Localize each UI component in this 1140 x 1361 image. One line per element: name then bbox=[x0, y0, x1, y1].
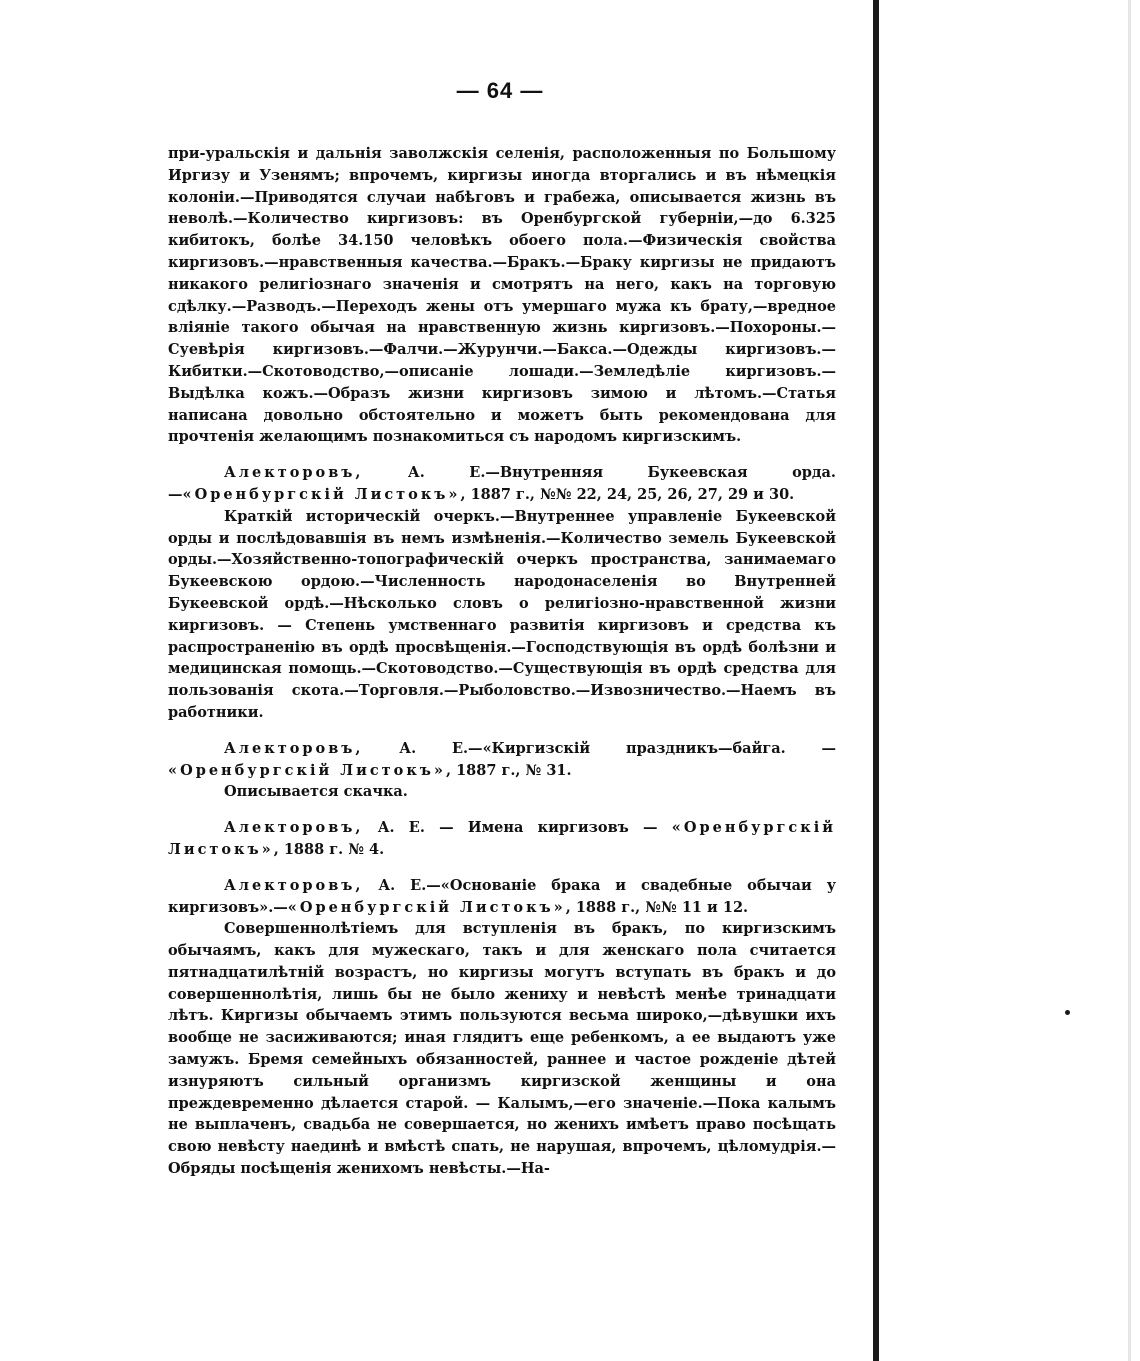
entry-source: «Оренбургскій Листокъ» bbox=[287, 898, 566, 916]
entry-title: «Киргизскій праздникъ—байга. — bbox=[482, 739, 836, 757]
bibliography-entry bbox=[168, 817, 836, 861]
page-number: — 64 — bbox=[456, 78, 544, 103]
entry-heading bbox=[168, 817, 836, 861]
scan-speck bbox=[1065, 1010, 1070, 1015]
entry-source: «Оренбургскій Листокъ» bbox=[168, 761, 446, 779]
entry-issue: , 1887 г., № 31. bbox=[445, 761, 572, 779]
binding-edge-rule bbox=[873, 0, 879, 1361]
entry-title: Имена киргизовъ — bbox=[467, 819, 672, 837]
entry-heading bbox=[168, 875, 836, 919]
entry-author: Алекторовъ, bbox=[224, 739, 364, 757]
entry-issue: , 1888 г., №№ 11 и 12. bbox=[565, 898, 749, 916]
entry-source: «Оренбургскій Листокъ» bbox=[168, 819, 836, 858]
entry-issue: , 1887 г., №№ 22, 24, 25, 26, 27, 29 и 30. bbox=[460, 485, 795, 503]
bibliography-entry bbox=[168, 143, 836, 448]
entry-initials: А. Е. — bbox=[363, 819, 468, 837]
bibliography-entry bbox=[168, 738, 836, 803]
entry-source: «Оренбургскій Листокъ» bbox=[182, 485, 461, 503]
entry-author: Алекторовъ, bbox=[224, 819, 364, 837]
bibliography-text bbox=[168, 143, 836, 1180]
entry-annotation: Совершеннолѣтіемъ для вступленія въ бракъ, по киргизскимъ обычаямъ, какъ для мужескаго, такъ и для женскаго пола считается пятнадцатилѣтній возрастъ, но киргизы могутъ вступать въ бракъ и до совершеннолѣтія, лишь бы не было жениху и невѣстѣ менѣе тринадцати лѣтъ. Киргизы обычаемъ этимъ пользуются весьма широко,—дѣвушки ихъ вообще не засиживаются; иная глядитъ еще ребенкомъ, а ее выдаютъ уже замужъ. Бремя семейныхъ обязанностей, раннее и частое рожденіе дѣтей изнуряютъ сильный организмъ киргизской женщины и она преждевременно дѣлается старой. — Калымъ,—его значеніе.—Пока калымъ не выплаченъ, свадьба не совершается, но женихъ имѣетъ право посѣщать свою невѣсту наединѣ и вмѣстѣ спать, не нарушая, впрочемъ, цѣломудрія.—Обряды посѣщенія женихомъ невѣсты.—На- bbox=[168, 920, 836, 1178]
entry-title: Внутренняя Букеевская орда.— bbox=[168, 464, 836, 503]
entry-annotation: при-уральскія и дальнія заволжскія селенія, расположенныя по Большому Иргизу и Узенямъ; впрочемъ, киргизы иногда вторгались и въ нѣмецкія колоніи.—Приводятся случаи набѣговъ и грабежа, описывается жизнь въ неволѣ.—Количество киргизовъ: въ Оренбургской губерніи,—до 6.325 кибитокъ, болѣе 34.150 человѣкъ обоего пола.—Физическія свойства киргизовъ.—нравственныя качества.—Бракъ.—Браку киргизы не придаютъ никакого религіознаго значенія и смотрятъ на него, какъ на торговую сдѣлку.—Разводъ.—Переходъ жены отъ умершаго мужа къ брату,—вредное вліяніе такого обычая на нравственную жизнь киргизовъ.—Похороны.—Суевѣрія киргизовъ.—Фалчи.—Журунчи.—Бакса.—Одежды киргизовъ.—Кибитки.—Скотоводство,—описаніе лошади.—Земледѣліе киргизовъ.—Выдѣлка кожъ.—Образъ жизни киргизовъ зимою и лѣтомъ.—Статья написана довольно обстоятельно и можетъ быть рекомендована для прочтенія желающимъ познакомиться съ народомъ киргизскимъ. bbox=[168, 145, 836, 446]
entry-heading bbox=[168, 738, 836, 782]
entry-author: Алекторовъ, bbox=[224, 464, 364, 482]
entry-annotation: Краткій историческій очеркъ.—Внутреннее управленіе Букеевской орды и послѣдовавшія въ немъ измѣненія.—Количество земель Букеевской орды.—Хозяйственно-топографическій очеркъ пространства, занимаемаго Букеевскою ордою.—Численность народонаселенія во Внутренней Букеевской ордѣ.—Нѣсколько словъ о религіозно-нравственной жизни киргизовъ. — Степень умственнаго развитія киргизовъ и средства къ распространенію въ ордѣ просвѣщенія.—Господствующія въ ордѣ болѣзни и медицинская помощь.—Скотоводство.—Существующія въ ордѣ средства для пользованія скота.—Торговля.—Рыболовство.—Извозничество.—Наемъ въ работники. bbox=[168, 507, 836, 721]
bibliography-entry bbox=[168, 875, 836, 1180]
entry-initials: А. Е.— bbox=[363, 464, 500, 482]
entry-annotation: Описывается скачка. bbox=[224, 783, 408, 801]
entry-heading bbox=[168, 462, 836, 506]
entry-issue: , 1888 г. № 4. bbox=[273, 840, 385, 858]
entry-initials: А. Е.— bbox=[363, 876, 441, 894]
entry-initials: А. Е.— bbox=[363, 739, 483, 757]
bibliography-entry bbox=[168, 462, 836, 724]
entry-author: Алекторовъ, bbox=[224, 876, 364, 894]
entry-title: «Основаніе брака и свадебные обычаи у киргизовъ».— bbox=[168, 876, 836, 916]
scan-edge-shade bbox=[1128, 0, 1131, 1361]
